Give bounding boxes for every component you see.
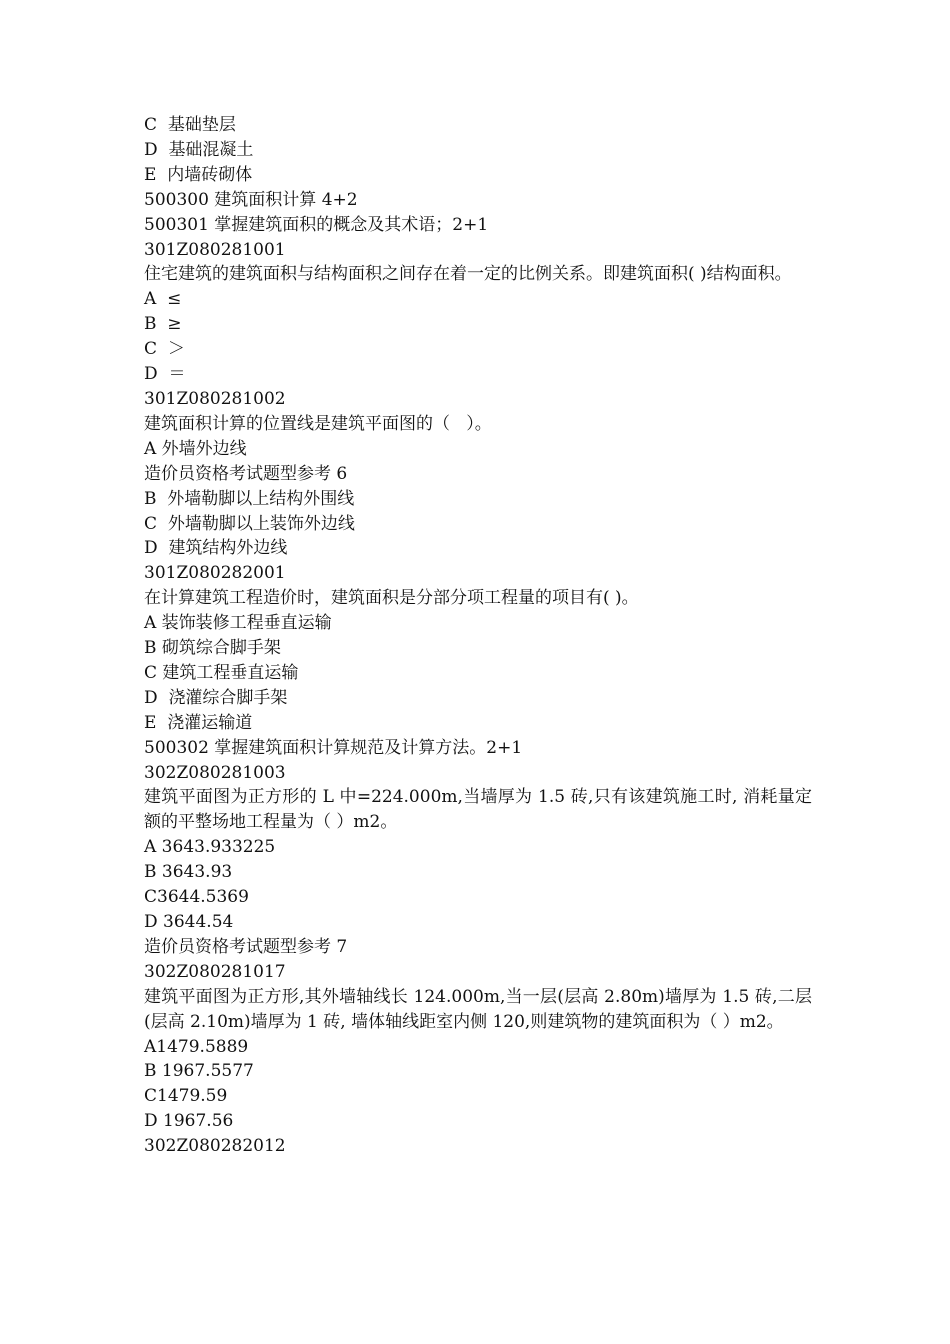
question-code: 302Z080282012 <box>144 1136 286 1157</box>
section-heading: 500300 建筑面积计算 4+2 <box>144 189 358 210</box>
question-text: 住宅建筑的建筑面积与结构面积之间存在着一定的比例关系。即建筑面积( )结构面积。 <box>144 264 792 285</box>
option-e: E 浇灌运输道 <box>144 712 253 733</box>
option-c: C ＞ <box>144 339 185 360</box>
option-a: A 3643.933225 <box>144 837 276 858</box>
question-code: 302Z080281003 <box>144 762 286 783</box>
question-code: 302Z080281017 <box>144 961 286 982</box>
option-b: B 3643.93 <box>144 862 233 883</box>
option-c: C3644.5369 <box>144 887 249 908</box>
question-text: 建筑平面图为正方形的 L 中=224.000m,当墙厚为 1.5 砖,只有该建筑施工时, 消耗量定额的平整场地工程量为（ ）m2。 <box>144 787 812 833</box>
option-b: B 砌筑综合脚手架 <box>144 638 281 659</box>
option-c: C 建筑工程垂直运输 <box>144 662 299 683</box>
question-code: 301Z080281002 <box>144 388 286 409</box>
question-code: 301Z080282001 <box>144 563 286 584</box>
option-a: A 外墙外边线 <box>144 438 247 459</box>
option-d: D 浇灌综合脚手架 <box>144 687 288 708</box>
page-footer-note: 造价员资格考试题型参考 6 <box>144 463 348 484</box>
option-a: A ≤ <box>144 289 182 310</box>
page-footer-note: 造价员资格考试题型参考 7 <box>144 936 348 957</box>
question-code: 301Z080281001 <box>144 239 286 260</box>
option-d: D 3644.54 <box>144 912 234 932</box>
question-text: 建筑平面图为正方形,其外墙轴线长 124.000m,当一层(层高 2.80m)墙厚为 1.5 砖,二层(层高 2.10m)墙厚为 1 砖, 墙体轴线距室内侧 120,则建筑物的建筑面积为（ ）m2。 <box>144 986 812 1032</box>
question-text: 在计算建筑工程造价时，建筑面积是分部分项工程量的项目有( )。 <box>144 588 639 609</box>
option-a: A1479.5889 <box>144 1036 249 1057</box>
option-a: A 装饰装修工程垂直运输 <box>144 613 332 634</box>
question-text: 建筑面积计算的位置线是建筑平面图的（ ）。 <box>144 413 492 434</box>
option-d: D 建筑结构外边线 <box>144 538 288 559</box>
option-b: B ≥ <box>144 314 182 335</box>
subsection-heading: 500301 掌握建筑面积的概念及其术语；2+1 <box>144 214 489 235</box>
option-c: C 外墙勒脚以上装饰外边线 <box>144 513 355 534</box>
option-e: E 内墙砖砌体 <box>144 164 253 185</box>
option-c: C 基础垫层 <box>144 115 236 135</box>
option-b: B 外墙勒脚以上结构外围线 <box>144 488 355 509</box>
document-page <box>144 113 812 1159</box>
subsection-heading: 500302 掌握建筑面积计算规范及计算方法。2+1 <box>144 737 523 758</box>
option-d: D 1967.56 <box>144 1111 234 1132</box>
option-d: D 基础混凝土 <box>144 139 254 160</box>
option-b: B 1967.5577 <box>144 1061 254 1082</box>
option-d: D ＝ <box>144 364 186 385</box>
option-c: C1479.59 <box>144 1086 228 1107</box>
